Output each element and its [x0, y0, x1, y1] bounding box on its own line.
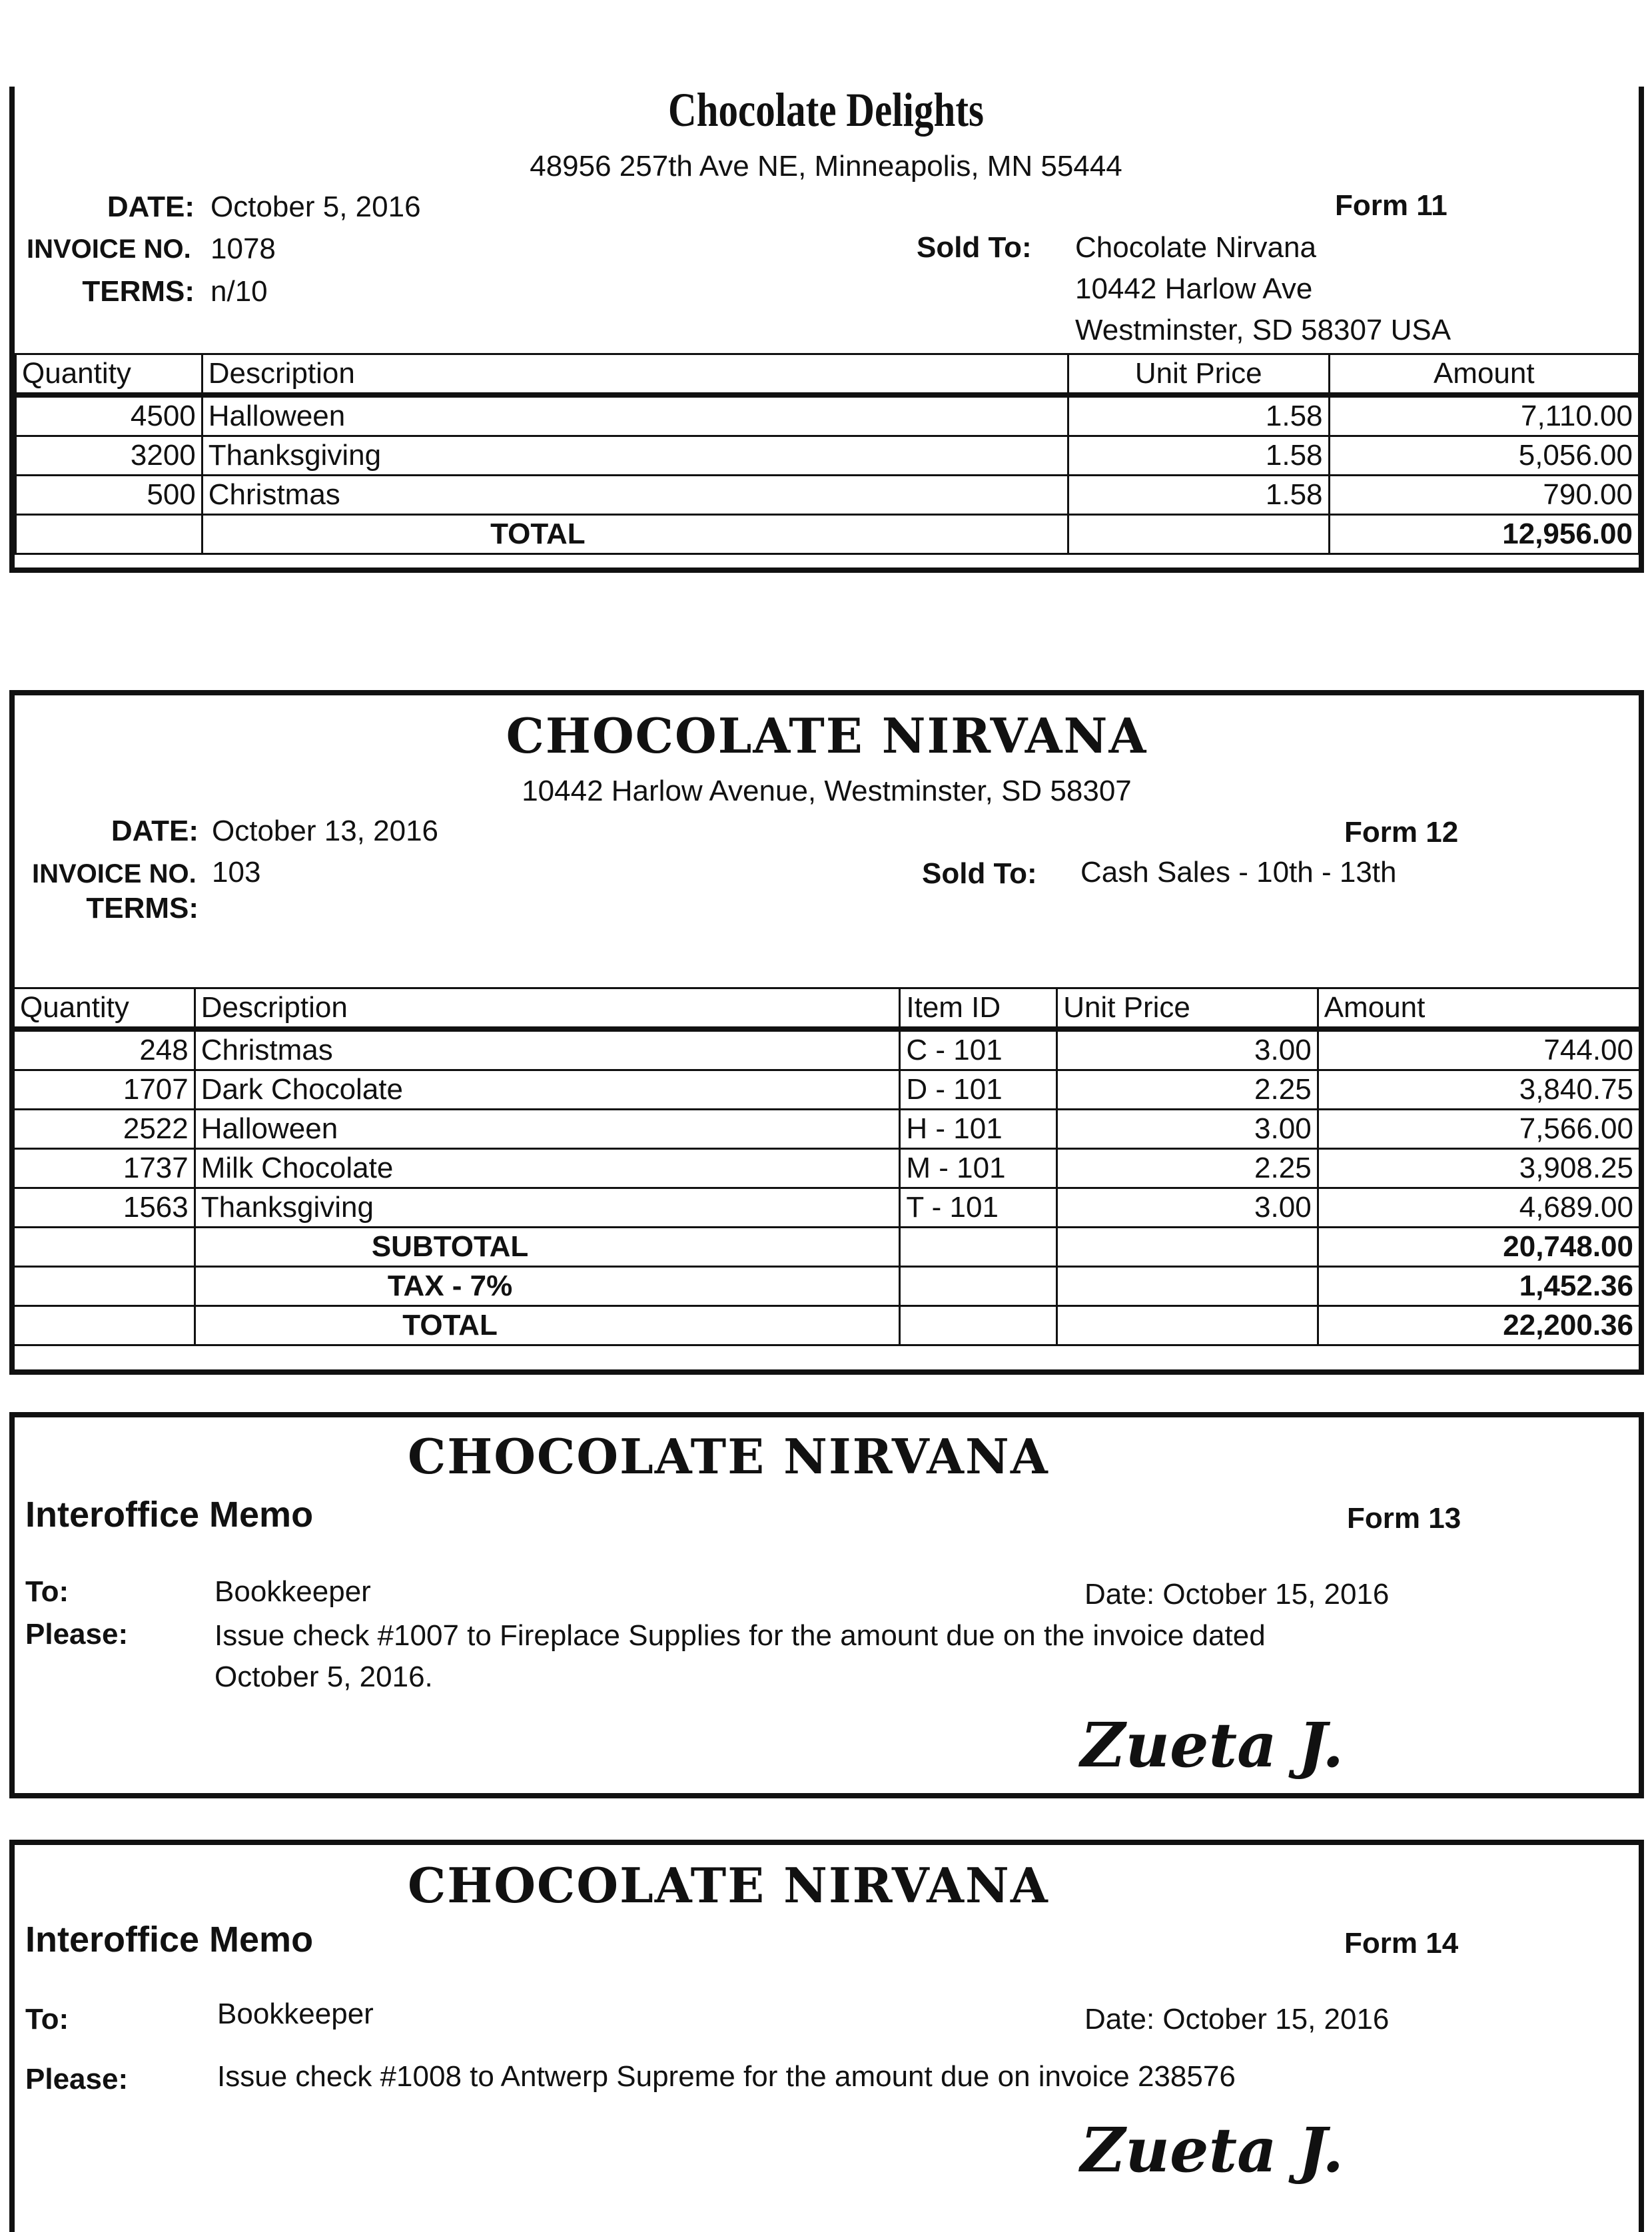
memo1-company-name: CHOCOLATE NIRVANA [408, 1428, 1049, 1485]
row-description: Halloween [195, 1110, 900, 1149]
invoice1-line-items-table [15, 353, 1640, 555]
header-unit-price: Unit Price [1068, 354, 1329, 396]
table-row [14, 1029, 1640, 1070]
memo2-heading: Interoffice Memo [25, 1920, 314, 1960]
row-amount: 790.00 [1329, 476, 1639, 515]
row-description: Milk Chocolate [195, 1149, 900, 1188]
invoice2-date-label: DATE: [111, 815, 199, 847]
tax-label: TAX - 7% [195, 1267, 900, 1306]
memo1-message-line2: October 5, 2016. [214, 1661, 433, 1693]
row-quantity: 1737 [14, 1149, 195, 1188]
row-unit-price: 1.58 [1068, 395, 1329, 436]
row-item-id: H - 101 [900, 1110, 1057, 1149]
subtotal-empty-cell [1057, 1228, 1318, 1267]
memo1-message-line1: Issue check #1007 to Fireplace Supplies for the amount due on the invoice dated [214, 1619, 1266, 1652]
total-amount: 22,200.36 [1318, 1306, 1639, 1345]
row-description: Christmas [202, 476, 1068, 515]
invoice2-sold-to-value: Cash Sales - 10th - 13th [1080, 856, 1397, 889]
memo2-to-label: To: [25, 2003, 69, 2036]
table-total-row [16, 515, 1639, 554]
row-quantity: 3200 [16, 436, 203, 476]
tax-amount: 1,452.36 [1318, 1267, 1639, 1306]
invoice1-invoice-no-label: INVOICE NO. [27, 234, 191, 264]
row-quantity: 2522 [14, 1110, 195, 1149]
header-amount: Amount [1318, 988, 1639, 1030]
tax-empty-cell [900, 1267, 1057, 1306]
row-item-id: C - 101 [900, 1029, 1057, 1070]
row-quantity: 1563 [14, 1188, 195, 1228]
invoice2-line-items-table [13, 987, 1641, 1346]
row-unit-price: 2.25 [1057, 1070, 1318, 1110]
memo2-please-label: Please: [25, 2063, 129, 2095]
invoice1-invoice-no-value: 1078 [210, 232, 276, 265]
invoice-form-12 [9, 690, 1644, 1375]
invoice2-company-name: CHOCOLATE NIRVANA [506, 707, 1148, 764]
header-unit-price: Unit Price [1057, 988, 1318, 1030]
invoice1-terms-value: n/10 [210, 275, 268, 308]
memo1-heading: Interoffice Memo [25, 1495, 314, 1535]
memo1-to-value: Bookkeeper [214, 1575, 371, 1608]
memo-form-14 [9, 1840, 1644, 2232]
header-description: Description [202, 354, 1068, 396]
table-row [16, 436, 1639, 476]
total-label: TOTAL [202, 515, 1068, 554]
row-amount: 3,840.75 [1318, 1070, 1639, 1110]
row-item-id: M - 101 [900, 1149, 1057, 1188]
row-amount: 7,110.00 [1329, 395, 1639, 436]
row-quantity: 500 [16, 476, 203, 515]
invoice1-sold-to-address-line1: 10442 Harlow Ave [1075, 272, 1313, 305]
total-empty-cell [1057, 1306, 1318, 1345]
invoice2-terms-label: TERMS: [86, 892, 199, 925]
row-description: Thanksgiving [202, 436, 1068, 476]
table-subtotal-row [14, 1228, 1640, 1267]
row-description: Thanksgiving [195, 1188, 900, 1228]
row-item-id: D - 101 [900, 1070, 1057, 1110]
total-empty-cell [900, 1306, 1057, 1345]
header-quantity: Quantity [16, 354, 203, 396]
row-unit-price: 3.00 [1057, 1188, 1318, 1228]
table-header-row [16, 354, 1639, 396]
table-row [14, 1070, 1640, 1110]
header-description: Description [195, 988, 900, 1030]
memo1-date: Date: October 15, 2016 [1084, 1578, 1390, 1611]
subtotal-amount: 20,748.00 [1318, 1228, 1639, 1267]
total-empty-cell [16, 515, 203, 554]
invoice1-date-value: October 5, 2016 [210, 190, 421, 223]
memo2-date: Date: October 15, 2016 [1084, 2003, 1390, 2036]
row-quantity: 1707 [14, 1070, 195, 1110]
invoice2-date-value: October 13, 2016 [212, 815, 439, 847]
header-amount: Amount [1329, 354, 1639, 396]
memo-form-13 [9, 1412, 1644, 1798]
memo1-please-label: Please: [25, 1618, 129, 1651]
invoice2-sold-to-label: Sold To: [922, 857, 1037, 890]
row-unit-price: 1.58 [1068, 436, 1329, 476]
table-row [14, 1188, 1640, 1228]
invoice1-sold-to-label: Sold To: [917, 231, 1032, 264]
row-amount: 3,908.25 [1318, 1149, 1639, 1188]
header-quantity: Quantity [14, 988, 195, 1030]
table-header-row [14, 988, 1640, 1030]
header-item-id: Item ID [900, 988, 1057, 1030]
memo1-to-label: To: [25, 1575, 69, 1608]
invoice1-sold-to-address-line2: Westminster, SD 58307 USA [1075, 314, 1451, 346]
invoice2-invoice-no-label: INVOICE NO. [32, 859, 197, 889]
table-row [14, 1149, 1640, 1188]
invoice2-form-number: Form 12 [1344, 816, 1459, 849]
memo2-message-line1: Issue check #1008 to Antwerp Supreme for the amount due on invoice 238576 [217, 2060, 1236, 2093]
row-quantity: 248 [14, 1029, 195, 1070]
total-label: TOTAL [195, 1306, 900, 1345]
invoice1-bottom-border [9, 567, 1644, 573]
table-tax-row [14, 1267, 1640, 1306]
invoice1-company-address: 48956 257th Ave NE, Minneapolis, MN 55444 [530, 150, 1122, 183]
row-unit-price: 3.00 [1057, 1029, 1318, 1070]
invoice1-date-label: DATE: [107, 190, 195, 223]
total-empty-cell [14, 1306, 195, 1345]
row-item-id: T - 101 [900, 1188, 1057, 1228]
row-amount: 5,056.00 [1329, 436, 1639, 476]
memo2-company-name: CHOCOLATE NIRVANA [408, 1857, 1049, 1914]
tax-empty-cell [1057, 1267, 1318, 1306]
total-empty-cell [1068, 515, 1329, 554]
memo2-form-number: Form 14 [1344, 1927, 1459, 1960]
row-quantity: 4500 [16, 395, 203, 436]
subtotal-empty-cell [14, 1228, 195, 1267]
total-amount: 12,956.00 [1329, 515, 1639, 554]
memo2-signature: Zueta J. [1080, 2114, 1344, 2186]
subtotal-label: SUBTOTAL [195, 1228, 900, 1267]
tax-empty-cell [14, 1267, 195, 1306]
table-row [16, 395, 1639, 436]
invoice1-form-number: Form 11 [1335, 189, 1447, 222]
table-row [16, 476, 1639, 515]
row-unit-price: 2.25 [1057, 1149, 1318, 1188]
subtotal-empty-cell [900, 1228, 1057, 1267]
row-description: Halloween [202, 395, 1068, 436]
invoice2-company-address: 10442 Harlow Avenue, Westminster, SD 58307 [522, 775, 1132, 807]
memo1-signature: Zueta J. [1080, 1709, 1344, 1781]
row-amount: 7,566.00 [1318, 1110, 1639, 1149]
row-description: Christmas [195, 1029, 900, 1070]
invoice2-invoice-no-value: 103 [212, 856, 261, 889]
memo1-form-number: Form 13 [1347, 1502, 1461, 1535]
row-unit-price: 3.00 [1057, 1110, 1318, 1149]
row-amount: 744.00 [1318, 1029, 1639, 1070]
invoice1-terms-label: TERMS: [82, 275, 195, 308]
table-row [14, 1110, 1640, 1149]
invoice1-company-name: Chocolate Delights [668, 83, 984, 137]
invoice1-sold-to-name: Chocolate Nirvana [1075, 231, 1316, 264]
row-unit-price: 1.58 [1068, 476, 1329, 515]
memo2-to-value: Bookkeeper [217, 1998, 374, 2030]
row-description: Dark Chocolate [195, 1070, 900, 1110]
table-total-row [14, 1306, 1640, 1345]
row-amount: 4,689.00 [1318, 1188, 1639, 1228]
